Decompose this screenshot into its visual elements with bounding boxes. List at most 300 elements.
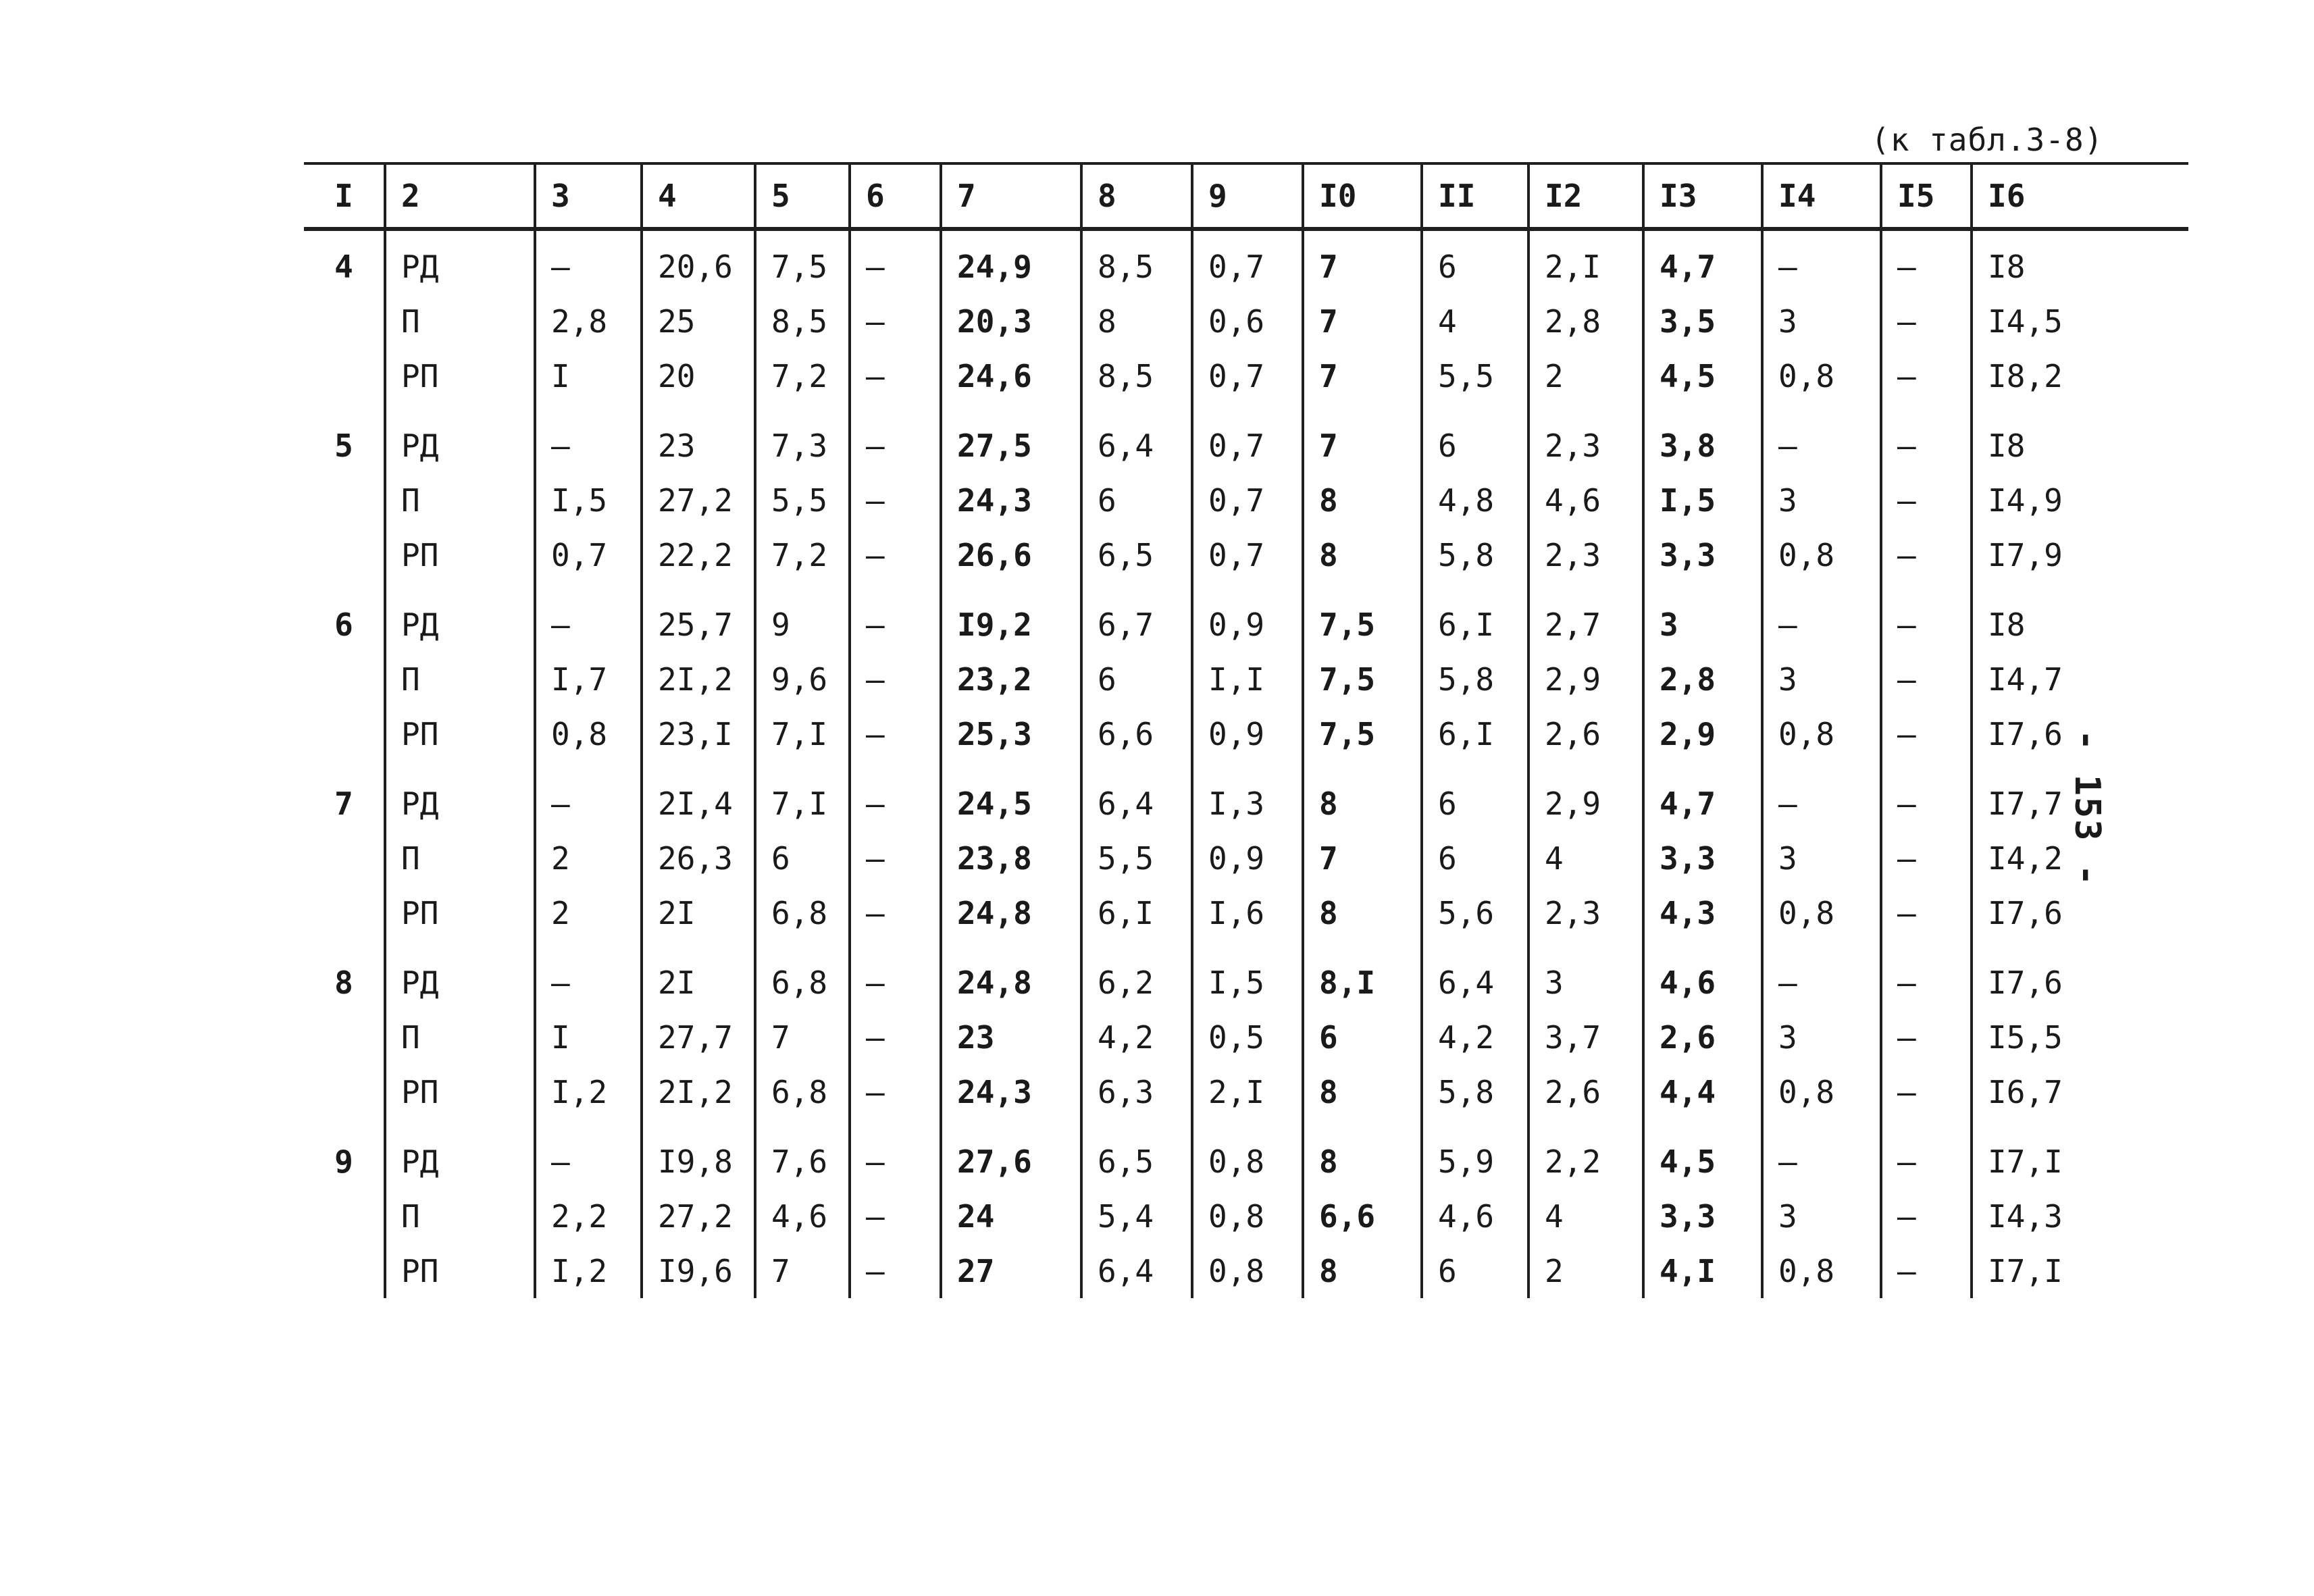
table-cell: 2I,4 [642, 761, 755, 831]
table-cell: I8 [1972, 582, 2188, 652]
table-cell: 5,5 [755, 473, 850, 527]
table-cell: – [850, 706, 941, 761]
table-cell: I7,6 [1972, 706, 2188, 761]
table-cell: 2 [535, 885, 642, 940]
column-header: II [1422, 163, 1528, 229]
table-cell: – [1762, 229, 1881, 294]
table-cell: 8 [1303, 473, 1422, 527]
table-row [304, 885, 2188, 940]
table-cell: 4,2 [1081, 1010, 1192, 1064]
column-header: I3 [1643, 163, 1762, 229]
table-cell: 27,2 [642, 473, 755, 527]
table-cell: – [1881, 349, 1972, 403]
column-header: 8 [1081, 163, 1192, 229]
table-cell: – [535, 1119, 642, 1189]
table-cell: 0,8 [1762, 1243, 1881, 1298]
column-header: I [304, 163, 385, 229]
table-cell: 0,8 [1762, 1064, 1881, 1119]
table-cell: 0,8 [1762, 527, 1881, 582]
table-cell: 8 [1081, 294, 1192, 349]
table-cell: 23,8 [941, 831, 1081, 885]
table-cell: 20,3 [941, 294, 1081, 349]
mode-cell: П [385, 831, 535, 885]
table-cell: – [1881, 831, 1972, 885]
table-cell: 4,6 [1643, 940, 1762, 1010]
table-cell: 2,2 [535, 1189, 642, 1243]
table-cell: I7,9 [1972, 527, 2188, 582]
table-cell: 7,6 [755, 1119, 850, 1189]
table-cell: 7 [755, 1243, 850, 1298]
table-cell: I,6 [1192, 885, 1303, 940]
table-cell: 24,3 [941, 1064, 1081, 1119]
table-cell: 4 [1528, 1189, 1643, 1243]
table-cell: 0,7 [1192, 229, 1303, 294]
page-number: - 153 - [2067, 729, 2107, 887]
table-cell: 9,6 [755, 652, 850, 706]
mode-cell: РП [385, 1243, 535, 1298]
group-number-cell [304, 831, 385, 885]
table-cell: 4,3 [1643, 885, 1762, 940]
table-cell: 2,I [1528, 229, 1643, 294]
table-cell: – [850, 1010, 941, 1064]
table-cell: – [850, 940, 941, 1010]
table-row [304, 1243, 2188, 1298]
table-cell: – [850, 1119, 941, 1189]
table-cell: 7 [1303, 831, 1422, 885]
table-cell: 4,2 [1422, 1010, 1528, 1064]
table-cell: 7,3 [755, 403, 850, 473]
table-cell: – [850, 527, 941, 582]
table-cell: 0,9 [1192, 831, 1303, 885]
table-cell: 6,2 [1081, 940, 1192, 1010]
table-cell: I7,I [1972, 1119, 2188, 1189]
table-cell: 6 [1081, 473, 1192, 527]
table-cell: – [850, 349, 941, 403]
table-cell: – [1762, 940, 1881, 1010]
group-number-cell [304, 1064, 385, 1119]
table-cell: 7,5 [1303, 582, 1422, 652]
group-number-cell: 8 [334, 964, 353, 1001]
table-cell: 3 [1762, 652, 1881, 706]
group-number-cell: 7 [334, 785, 353, 822]
table-cell: – [850, 761, 941, 831]
table-cell: 8,5 [755, 294, 850, 349]
table-row [304, 582, 2188, 652]
table-cell: 6,5 [1081, 1119, 1192, 1189]
table-cell: 8 [1303, 761, 1422, 831]
table-cell: 2I,2 [642, 1064, 755, 1119]
table-cell: 2,3 [1528, 885, 1643, 940]
table-cell: 6 [1422, 761, 1528, 831]
table-cell: – [1881, 1119, 1972, 1189]
table-cell: 2,I [1192, 1064, 1303, 1119]
mode-cell: П [385, 652, 535, 706]
table-row [304, 831, 2188, 885]
table-cell: – [1881, 527, 1972, 582]
table-row [304, 940, 2188, 1010]
table-cell: 25,7 [642, 582, 755, 652]
table-cell: I6,7 [1972, 1064, 2188, 1119]
table-cell: 3 [1762, 1010, 1881, 1064]
table-cell: 22,2 [642, 527, 755, 582]
table-cell: 2I [642, 885, 755, 940]
table-cell: 7,I [755, 706, 850, 761]
table-row [304, 706, 2188, 761]
table-cell: 2I,2 [642, 652, 755, 706]
table-cell: 0,7 [535, 527, 642, 582]
table-cell: – [1881, 582, 1972, 652]
table-cell: 0,5 [1192, 1010, 1303, 1064]
table-cell: 2,8 [1528, 294, 1643, 349]
column-header: I6 [1972, 163, 2188, 229]
table-cell: 25,3 [941, 706, 1081, 761]
table-cell: 3 [1762, 831, 1881, 885]
table-cell: – [850, 1189, 941, 1243]
table-cell: 6,6 [1081, 706, 1192, 761]
table-cell: 0,8 [1762, 349, 1881, 403]
table-cell: I,7 [535, 652, 642, 706]
mode-cell: РП [385, 706, 535, 761]
table-cell: 6,8 [755, 1064, 850, 1119]
table-cell: I4,2 [1972, 831, 2188, 885]
table-cell: – [1762, 761, 1881, 831]
table-cell: 3,3 [1643, 1189, 1762, 1243]
table-cell: 8 [1303, 1119, 1422, 1189]
table-cell: 6,8 [755, 885, 850, 940]
table-cell: I7,6 [1972, 885, 2188, 940]
table-cell: 5,5 [1422, 349, 1528, 403]
table-row [304, 229, 2188, 294]
table-cell: 6,8 [755, 940, 850, 1010]
table-cell: 6,6 [1303, 1189, 1422, 1243]
table-cell: – [1762, 1119, 1881, 1189]
table-cell: 7,I [755, 761, 850, 831]
table-cell: 0,7 [1192, 349, 1303, 403]
table-cell: 2 [535, 831, 642, 885]
table-cell: – [850, 885, 941, 940]
table-cell: 6,4 [1081, 403, 1192, 473]
table-cell: 2,3 [1528, 403, 1643, 473]
table-cell: – [1881, 706, 1972, 761]
table-cell: 27,6 [941, 1119, 1081, 1189]
table-cell: 8 [1303, 1243, 1422, 1298]
table-cell: 4 [1528, 831, 1643, 885]
table-cell: I7,I [1972, 1243, 2188, 1298]
table-cell: 23,I [642, 706, 755, 761]
table-cell: 0,8 [1192, 1243, 1303, 1298]
mode-cell: П [385, 473, 535, 527]
table-cell: 3 [1643, 582, 1762, 652]
table-cell: 20,6 [642, 229, 755, 294]
table-cell: – [1881, 1064, 1972, 1119]
table-cell: – [850, 1243, 941, 1298]
table-cell: 0,8 [1192, 1189, 1303, 1243]
table-cell: 2,7 [1528, 582, 1643, 652]
table-cell: 7,2 [755, 527, 850, 582]
table-cell: 2,2 [1528, 1119, 1643, 1189]
table-cell: 0,8 [1762, 706, 1881, 761]
table-cell: – [1881, 294, 1972, 349]
table-cell: 5,6 [1422, 885, 1528, 940]
table-cell: 3,3 [1643, 831, 1762, 885]
table-cell: 6,4 [1081, 761, 1192, 831]
table-cell: 4 [1422, 294, 1528, 349]
group-number-cell [304, 1010, 385, 1064]
table-cell: 24,8 [941, 885, 1081, 940]
table-cell: 0,8 [1762, 885, 1881, 940]
table-cell: 6 [1081, 652, 1192, 706]
table-cell: – [1762, 582, 1881, 652]
table-cell: 8 [1303, 1064, 1422, 1119]
table-cell: 4,6 [755, 1189, 850, 1243]
table-cell: 6,7 [1081, 582, 1192, 652]
table-cell: 26,6 [941, 527, 1081, 582]
table-cell: – [1881, 473, 1972, 527]
table-cell: 24,9 [941, 229, 1081, 294]
table-cell: – [1762, 403, 1881, 473]
group-number-cell: 9 [334, 1143, 353, 1180]
table-cell: 6,5 [1081, 527, 1192, 582]
table-cell: 2,3 [1528, 527, 1643, 582]
column-header: 5 [755, 163, 850, 229]
table-cell: I8,2 [1972, 349, 2188, 403]
table-cell: 6,I [1422, 582, 1528, 652]
table-cell: I8 [1972, 403, 2188, 473]
table-row [304, 761, 2188, 831]
table-cell: 24 [941, 1189, 1081, 1243]
table-cell: 23,2 [941, 652, 1081, 706]
table-cell: 6 [755, 831, 850, 885]
table-cell: I,2 [535, 1243, 642, 1298]
mode-cell: П [385, 1010, 535, 1064]
table-row [304, 1010, 2188, 1064]
table-cell: 6,3 [1081, 1064, 1192, 1119]
table-cell: 5,8 [1422, 652, 1528, 706]
group-number-cell [304, 527, 385, 582]
table-cell: 24,6 [941, 349, 1081, 403]
table-cell: 2,9 [1528, 652, 1643, 706]
group-number-cell: 5 [334, 427, 353, 464]
column-header: 7 [941, 163, 1081, 229]
table-cell: I9,2 [941, 582, 1081, 652]
table-cell: 2,8 [535, 294, 642, 349]
table-cell: 7,5 [1303, 652, 1422, 706]
group-number-cell [304, 1189, 385, 1243]
table-cell: 4,4 [1643, 1064, 1762, 1119]
table-cell: 26,3 [642, 831, 755, 885]
table-cell: 23 [642, 403, 755, 473]
table-cell: – [850, 229, 941, 294]
table-row [304, 473, 2188, 527]
table-cell: 5,4 [1081, 1189, 1192, 1243]
table-cell: – [850, 582, 941, 652]
table-header [304, 163, 2188, 229]
table-cell: 2,6 [1528, 1064, 1643, 1119]
table-cell: 0,7 [1192, 473, 1303, 527]
table-cell: 27,5 [941, 403, 1081, 473]
table-cell: 6,4 [1081, 1243, 1192, 1298]
table-cell: 6 [1422, 1243, 1528, 1298]
table-cell: – [850, 831, 941, 885]
table-cell: 3 [1762, 473, 1881, 527]
table-cell: – [1881, 403, 1972, 473]
table-cell: 8,5 [1081, 349, 1192, 403]
table-cell: – [1881, 229, 1972, 294]
table-cell: 6 [1422, 229, 1528, 294]
table-cell: 7,5 [755, 229, 850, 294]
table-cell: – [850, 294, 941, 349]
table-cell: I,5 [1192, 940, 1303, 1010]
table-cell: 7 [1303, 403, 1422, 473]
table-row [304, 403, 2188, 473]
group-number-cell [304, 294, 385, 349]
table-cell: 4,7 [1643, 229, 1762, 294]
table-cell: 7 [1303, 294, 1422, 349]
mode-cell: РП [385, 1064, 535, 1119]
table-cell: 3,5 [1643, 294, 1762, 349]
group-number-cell: 4 [334, 248, 353, 285]
table-cell: 0,6 [1192, 294, 1303, 349]
table-cell: I [535, 1010, 642, 1064]
mode-cell: РД [385, 1119, 535, 1189]
table-cell: 4,6 [1422, 1189, 1528, 1243]
table-cell: I7,6 [1972, 940, 2188, 1010]
table-row [304, 349, 2188, 403]
table-cell: 2I [642, 940, 755, 1010]
group-number-cell [304, 885, 385, 940]
table-cell: – [850, 652, 941, 706]
table-cell: 5,8 [1422, 1064, 1528, 1119]
table-cell: – [535, 403, 642, 473]
table-cell: – [1881, 940, 1972, 1010]
table-cell: I9,6 [642, 1243, 755, 1298]
table-cell: 0,8 [1192, 1119, 1303, 1189]
table-cell: I4,5 [1972, 294, 2188, 349]
table-row [304, 294, 2188, 349]
table-cell: I,I [1192, 652, 1303, 706]
group-number-cell [304, 706, 385, 761]
mode-cell: РП [385, 527, 535, 582]
header-row [304, 163, 2188, 229]
table-cell: 4,5 [1643, 349, 1762, 403]
table-cell: – [850, 1064, 941, 1119]
table-cell: 7,5 [1303, 706, 1422, 761]
column-header: I0 [1303, 163, 1422, 229]
mode-cell: РД [385, 761, 535, 831]
column-header: I5 [1881, 163, 1972, 229]
table-cell: 8,I [1303, 940, 1422, 1010]
table-cell: 2,6 [1643, 1010, 1762, 1064]
table-cell: 7,2 [755, 349, 850, 403]
table-cell: 6,4 [1422, 940, 1528, 1010]
table-cell: 0,7 [1192, 403, 1303, 473]
table-cell: 27 [941, 1243, 1081, 1298]
table-cell: 6,I [1422, 706, 1528, 761]
mode-cell: РД [385, 403, 535, 473]
table-cell: – [1881, 1243, 1972, 1298]
table-body [304, 229, 2188, 1298]
table-cell: 0,7 [1192, 527, 1303, 582]
table-cell: – [850, 403, 941, 473]
table-cell: 20 [642, 349, 755, 403]
table-cell: 5,9 [1422, 1119, 1528, 1189]
mode-cell: РП [385, 885, 535, 940]
table-cell: I,5 [535, 473, 642, 527]
table-cell: 0,9 [1192, 706, 1303, 761]
table-cell: I8 [1972, 229, 2188, 294]
table-cell: 2,6 [1528, 706, 1643, 761]
column-header: I2 [1528, 163, 1643, 229]
table-cell: 4,8 [1422, 473, 1528, 527]
table-cell: – [1881, 761, 1972, 831]
table-cell: 2,9 [1643, 706, 1762, 761]
table-cell: I,5 [1643, 473, 1762, 527]
column-header: 6 [850, 163, 941, 229]
table-cell: – [535, 940, 642, 1010]
table-row [304, 652, 2188, 706]
group-number-cell [304, 473, 385, 527]
table-cell: 4,I [1643, 1243, 1762, 1298]
table-cell: 4,7 [1643, 761, 1762, 831]
table-cell: – [535, 761, 642, 831]
table-cell: 7 [755, 1010, 850, 1064]
column-header: I4 [1762, 163, 1881, 229]
table-cell: I4,7 [1972, 652, 2188, 706]
table-cell: 8,5 [1081, 229, 1192, 294]
table-cell: 4,5 [1643, 1119, 1762, 1189]
column-header: 3 [535, 163, 642, 229]
table-cell: I,2 [535, 1064, 642, 1119]
mode-cell: РД [385, 229, 535, 294]
table-cell: 0,8 [535, 706, 642, 761]
table-cell: 7 [1303, 229, 1422, 294]
table-cell: 8 [1303, 885, 1422, 940]
table-cell: – [850, 473, 941, 527]
table-cell: I7,7 [1972, 761, 2188, 831]
table-cell: 3,7 [1528, 1010, 1643, 1064]
mode-cell: РД [385, 582, 535, 652]
table-cell: 24,8 [941, 940, 1081, 1010]
table-cell: 6 [1422, 403, 1528, 473]
table-cell: 9 [755, 582, 850, 652]
data-table [304, 162, 2188, 1298]
table-row [304, 1189, 2188, 1243]
table-cell: I9,8 [642, 1119, 755, 1189]
table-row [304, 1119, 2188, 1189]
table-cell: 2 [1528, 349, 1643, 403]
table-cell: I5,5 [1972, 1010, 2188, 1064]
table-cell: I,3 [1192, 761, 1303, 831]
table-cell: 0,9 [1192, 582, 1303, 652]
table-cell: 3 [1528, 940, 1643, 1010]
mode-cell: РП [385, 349, 535, 403]
column-header: 9 [1192, 163, 1303, 229]
table-cell: 6 [1303, 1010, 1422, 1064]
table-cell: 6,I [1081, 885, 1192, 940]
table-cell: 3 [1762, 294, 1881, 349]
table-cell: 3,3 [1643, 527, 1762, 582]
table-row [304, 1064, 2188, 1119]
table-cell: – [535, 582, 642, 652]
table-cell: – [535, 229, 642, 294]
group-number-cell [304, 652, 385, 706]
table-cell: 2 [1528, 1243, 1643, 1298]
table-cell: 5,8 [1422, 527, 1528, 582]
table-cell: I4,9 [1972, 473, 2188, 527]
table-cell: 8 [1303, 527, 1422, 582]
table-cell: 6 [1422, 831, 1528, 885]
table-cell: 23 [941, 1010, 1081, 1064]
